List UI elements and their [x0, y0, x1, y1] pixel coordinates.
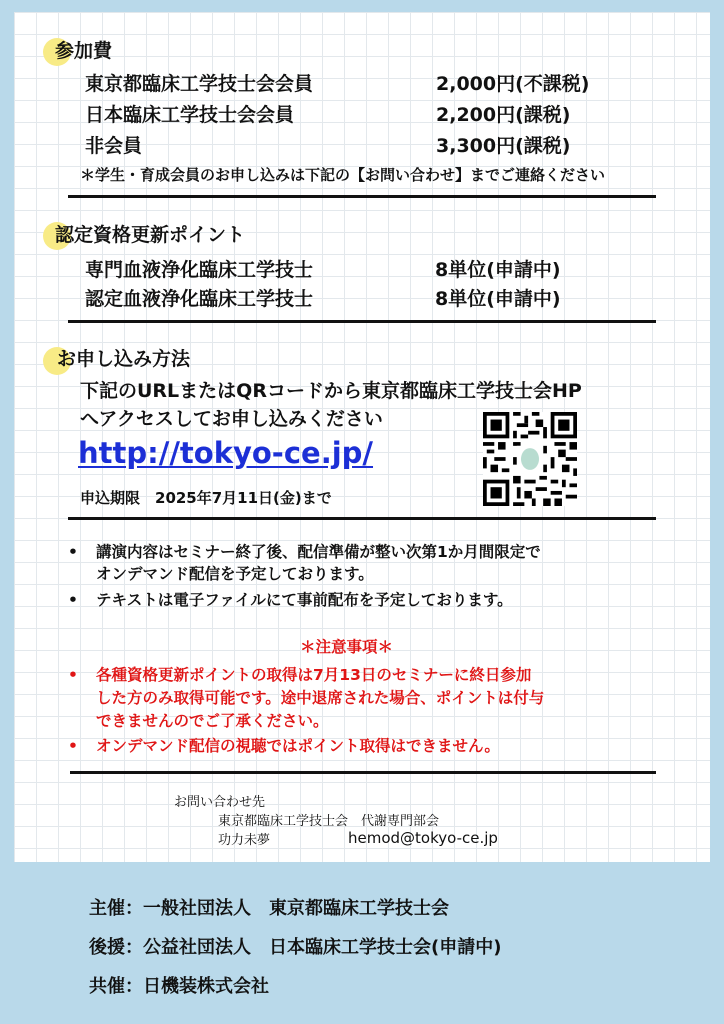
fees-heading: 参加費 [55, 40, 113, 62]
deadline-text: 申込期限 2025年7月11日(金)まで [80, 489, 332, 507]
apply-instruction-line1: 下記のURLまたはQRコードから東京都臨床工学技士会HP [80, 380, 582, 402]
fee-value: 2,000円(不課税) [436, 73, 590, 95]
apply-instruction-line2: へアクセスしてお申し込みください [80, 408, 383, 430]
points-heading: 認定資格更新ポイント [55, 224, 246, 246]
organizer-line: 主催：一般社団法人 東京都臨床工学技士会 [89, 898, 449, 919]
point-label: 専門血液浄化臨床工学技士 [85, 259, 314, 281]
caution-bullet-line: した方のみ取得可能です。途中退席された場合、ポイントは付与 [96, 689, 545, 707]
fee-label: 東京都臨床工学技士会会員 [85, 73, 314, 95]
section-divider [68, 320, 656, 323]
section-divider [68, 195, 656, 198]
contact-title: お問い合わせ先 [174, 795, 266, 810]
notice-bullet-line: 講演内容はセミナー終了後、配信準備が整い次第1か月間限定で [96, 543, 541, 561]
section-divider [70, 771, 656, 774]
point-value: 8単位(申請中) [435, 259, 561, 281]
fee-label: 日本臨床工学技士会会員 [85, 104, 295, 126]
point-value: 8単位(申請中) [435, 288, 561, 310]
caution-bullet-line: オンデマンド配信の視聴ではポイント取得はできません。 [96, 737, 500, 755]
point-label: 認定血液浄化臨床工学技士 [85, 288, 314, 310]
apply-heading: お申し込み方法 [57, 348, 191, 370]
bullet-dot: • [68, 591, 78, 609]
caution-title: ＊注意事項＊ [300, 638, 394, 656]
bullet-dot: • [68, 666, 78, 684]
contact-email[interactable]: hemod@tokyo-ce.jp [348, 829, 498, 847]
qr-code-image[interactable] [483, 412, 577, 506]
fee-value: 2,200円(課税) [436, 104, 571, 126]
cosponsor-line: 共催：日機装株式会社 [89, 976, 269, 997]
notice-bullet-line: テキストは電子ファイルにて事前配布を予定しております。 [96, 591, 513, 609]
bullet-dot: • [68, 543, 78, 561]
bullet-dot: • [68, 737, 78, 755]
support-line: 後援：公益社団法人 日本臨床工学技士会(申請中) [89, 937, 502, 958]
fee-value: 3,300円(課税) [436, 135, 571, 157]
fee-label: 非会員 [85, 135, 143, 157]
caution-bullet-line: できませんのでご了承ください。 [96, 712, 329, 730]
caution-bullet-line: 各種資格更新ポイントの取得は7月13日のセミナーに終日参加 [96, 666, 532, 684]
section-divider [68, 517, 656, 520]
notice-bullet-line: オンデマンド配信を予定しております。 [96, 565, 374, 583]
contact-person: 功力未夢 [218, 833, 271, 848]
contact-org: 東京都臨床工学技士会 代謝専門部会 [218, 814, 440, 829]
fees-note: ＊学生・育成会員のお申し込みは下記の【お問い合わせ】までご連絡ください [80, 166, 606, 184]
registration-url-link[interactable]: http://tokyo-ce.jp/ [78, 436, 374, 470]
